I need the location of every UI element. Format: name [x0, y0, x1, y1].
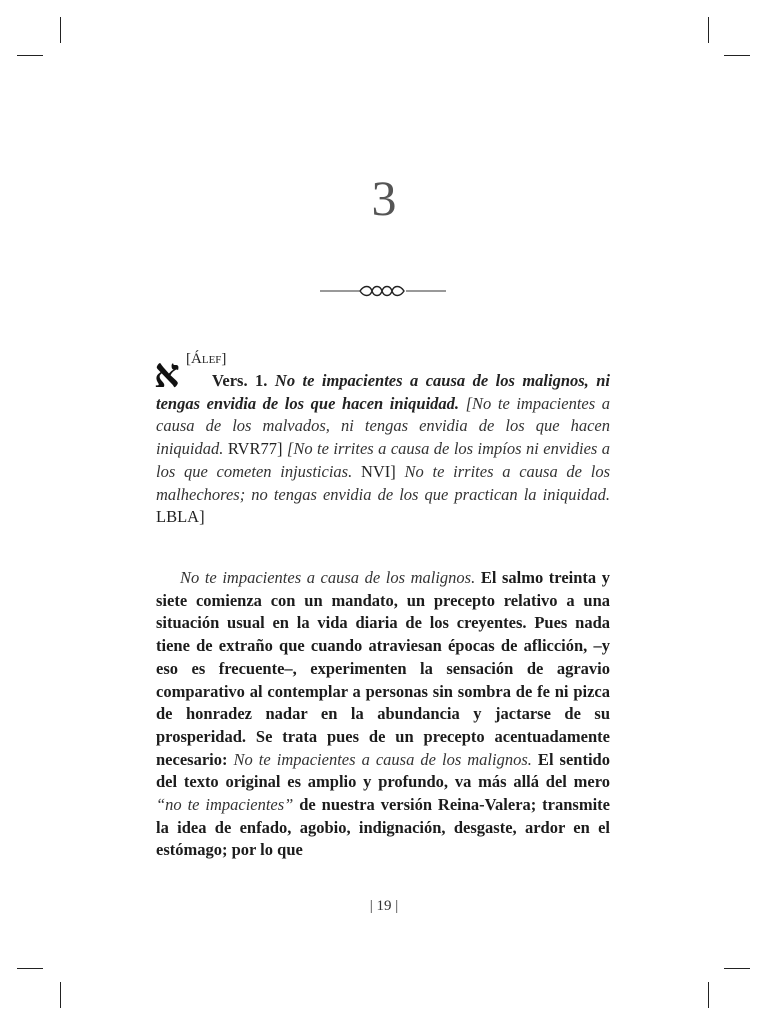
body-italic-middle: No te impacientes a causa de los malignos. — [233, 749, 532, 769]
crop-mark-top-left-v — [60, 17, 61, 43]
alt-translation-1: [No te impacientes a causa de los malvados, ni tengas envidia de los que hacen iniquidad. — [156, 393, 610, 459]
chapter-number: 3 — [371, 170, 397, 226]
body-text-1: El salmo treinta y siete comienza con un mandato, un precepto relativo a una situación usual en la vida diaria de los creyentes. Pues nada tiene de extraño que cuando atraviesan épocas de aflicción, –y eso es frecuente–, experimenten la sensación de agravio comparativo al contemplar a personas sin sombra de fe ni pizca de honradez nadar en la abundancia y jactarse de su prosperidad. Se trata pues de un precepto acentuadamente necesario: — [156, 568, 610, 769]
body-italic-opening: No te impacientes a causa de los malignos. — [180, 568, 476, 587]
body-italic-quote: “no te impacientes” — [156, 795, 294, 815]
crop-mark-bottom-left-h — [17, 968, 43, 969]
source-lbla: LBLA] — [156, 507, 205, 527]
crop-mark-top-left-h — [17, 55, 43, 56]
aleph-letter: א — [154, 350, 180, 397]
ornament-divider — [320, 280, 446, 302]
body-paragraph — [156, 567, 610, 862]
alt-translation-3: No te irrites a causa de los malhechores; no tengas envidia de los que practican la iniquidad. — [156, 461, 610, 504]
crop-mark-top-right-v — [708, 17, 709, 43]
verse-reference: Vers. 1. — [212, 371, 268, 390]
source-rvr77: RVR77] — [227, 439, 283, 459]
crop-mark-top-right-h — [724, 55, 750, 56]
crop-mark-bottom-right-v — [708, 982, 709, 1008]
crop-mark-bottom-right-h — [724, 968, 750, 969]
source-nvi: NVI] — [360, 461, 396, 481]
alt-translation-2: [No te irrites a causa de los impíos ni envidies a los que cometen injusticias. — [156, 439, 611, 481]
aleph-label: [ÁLEF] — [186, 351, 227, 367]
body-text-3: de nuestra versión Reina-Valera; transmite la idea de enfado, agobio, indignación, desgaste, ardor en el estómago; por lo que — [156, 795, 610, 860]
verse-quote: No te impacientes a causa de los malignos, ni tengas envidia de los que hacen iniquidad. — [156, 371, 611, 413]
verse-text — [156, 370, 610, 529]
crop-mark-bottom-left-v — [60, 982, 61, 1008]
body-text-2: El sentido del texto original es amplio y profundo, va más allá del mero — [156, 749, 610, 792]
page-number: | 19 | — [369, 898, 399, 914]
